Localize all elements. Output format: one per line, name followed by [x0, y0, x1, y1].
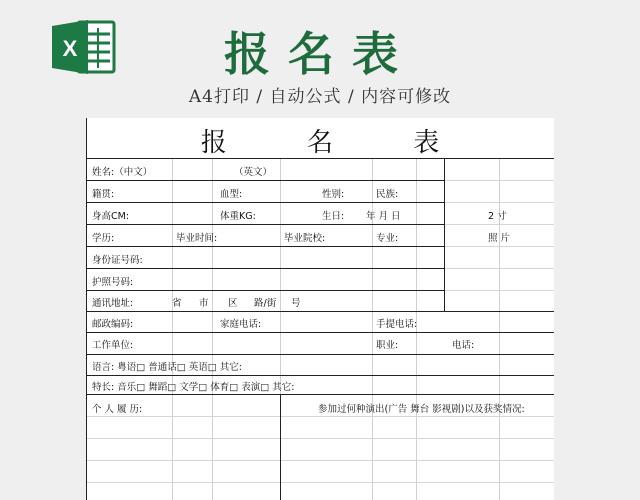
ethnicity-label: 民族:: [376, 189, 399, 200]
mobile-phone-label: 手提电话:: [376, 319, 418, 330]
major-label: 专业:: [376, 233, 399, 244]
form-title: 报 名 表: [200, 128, 476, 158]
education-label: 学历:: [92, 233, 115, 244]
sheet-left-border: [86, 118, 87, 500]
photo-size-label: 2 寸: [488, 211, 507, 222]
page-title: 报名表: [224, 27, 416, 81]
home-phone-label: 家庭电话:: [220, 319, 262, 330]
weight-label: 体重KG:: [220, 211, 256, 222]
birthday-label: 生日:: [322, 211, 345, 222]
address-province: 省: [172, 298, 182, 309]
postal-code-label: 邮政编码:: [92, 319, 134, 330]
passport-label: 护照号码:: [92, 277, 134, 288]
page-subtitle: A4打印 / 自动公式 / 内容可修改: [188, 87, 452, 107]
school-label: 毕业院校:: [284, 233, 326, 244]
resume-label: 个 人 履 历:: [92, 404, 143, 415]
occupation-label: 职业:: [376, 340, 399, 351]
address-district: 区: [228, 298, 238, 309]
graduation-time-label: 毕业时间:: [176, 233, 218, 244]
registration-form-sheet: [86, 118, 554, 500]
address-number: 号: [291, 298, 301, 309]
birthday-ymd: 年 月 日: [366, 211, 401, 222]
skills-options: 特长: 音乐□ 舞蹈□ 文学□ 体育□ 表演□ 其它:: [92, 382, 295, 393]
name-en-label: （英文）: [234, 167, 273, 178]
photo-label: 照 片: [488, 233, 511, 244]
gender-label: 性别:: [322, 189, 345, 200]
address-label: 通讯地址:: [92, 298, 134, 309]
employer-label: 工作单位:: [92, 340, 134, 351]
svg-text:X: X: [62, 36, 78, 61]
page-header: [0, 0, 640, 115]
height-label: 身高CM:: [92, 211, 130, 222]
experience-label: 参加过何种演出(广告 舞台 影视剧)以及获奖情况:: [318, 404, 525, 415]
name-cn-label: 姓名:（中文）: [92, 167, 153, 178]
origin-label: 籍贯:: [92, 189, 115, 200]
blood-type-label: 血型:: [220, 189, 243, 200]
id-number-label: 身份证号码:: [92, 255, 143, 266]
address-city: 市: [199, 298, 209, 309]
phone-label: 电话:: [452, 340, 475, 351]
language-options: 语言: 粤语□ 普通话□ 英语□ 其它:: [92, 362, 242, 373]
address-street: 路/街: [254, 298, 277, 309]
